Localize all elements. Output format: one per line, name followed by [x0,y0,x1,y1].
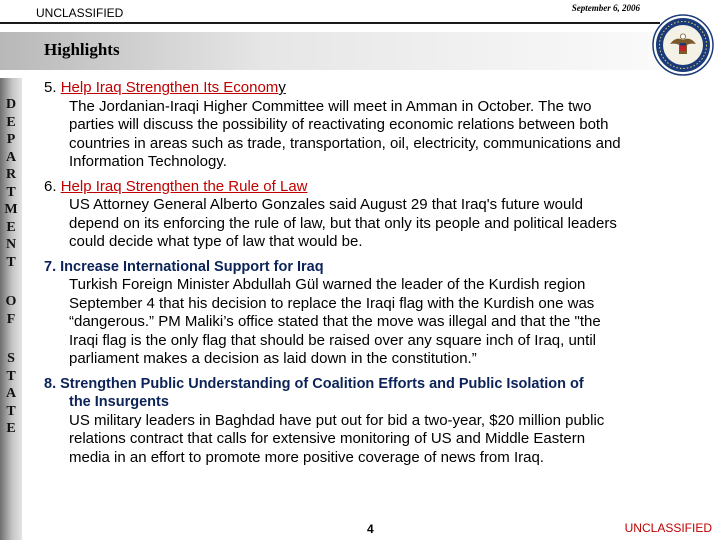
section-heading-text: Strengthen Public Understanding of Coalition Efforts and Public Isolation of [60,375,584,392]
body-line: Turkish Foreign Minister Abdullah Gül warned the leader of the Kurdish region [69,276,586,293]
sidebar-letter: E [6,421,16,436]
section-number: 5. [44,79,57,96]
classification-label-bottom: UNCLASSIFIED [624,521,712,535]
body-line: US military leaders in Baghdad have put out for bid a two-year, $20 million public [69,411,605,429]
department-seal-icon [652,14,714,76]
body-line: could decide what type of law that would be. [69,233,363,250]
body-line: depend on its enforcing the rule of law, but that only its people and political leaders [69,214,617,232]
section-number: 8. [44,375,57,392]
section-body [69,412,704,468]
section-public-understanding [44,375,704,468]
section-rule-of-law [44,178,704,252]
sidebar-letter: N [5,237,17,252]
section-heading-text: Increase International Support for Iraq [60,258,324,275]
section-heading [44,178,704,197]
sidebar-letter: O [5,294,17,309]
section-body [69,196,704,252]
body-line: Iraqi flag is the only flag that should be raised over any square inch of Iraq, until [69,331,596,349]
slide-title: Highlights [44,40,120,59]
sidebar-letter: T [6,254,16,270]
body-line: “dangerous.” PM Maliki’s office stated that the move was illegal and that the "the [69,313,601,330]
body-line: US Attorney General Alberto Gonzales said August 29 that Iraq's future would [69,196,583,213]
sidebar-letter: P [6,132,16,147]
section-body [69,98,704,172]
body-line: media in an effort to promote more positive coverage of news from Iraq. [69,448,544,466]
body-line: relations contract that calls for extensive monitoring of US and Middle Eastern [69,430,586,447]
section-economy [44,79,704,172]
sidebar-vertical-text [0,96,22,438]
top-divider [0,22,660,24]
slide-date: September 6, 2006 [571,3,640,13]
body-line: parties will discuss the possibility of reactivating economic relations between both [69,116,609,133]
body-line: countries in areas such as trade, transportation, oil, electricity, communications and [69,134,621,152]
sidebar-letter: M [4,202,18,217]
page-number: 4 [367,522,374,536]
body-line: September 4 that his decision to replace the Iraqi flag with the Kurdish one was [69,294,595,312]
section-heading-link-tail[interactable]: y [278,79,286,96]
sidebar-letter: A [5,149,17,165]
classification-label-top: UNCLASSIFIED [36,6,124,20]
sidebar-letter: A [5,386,17,401]
sidebar-letter: T [6,184,16,200]
highlights-content [44,79,704,473]
section-heading-link[interactable]: Help Iraq Strengthen Its Econom [60,79,279,96]
section-heading-link[interactable]: Help Iraq Strengthen the Rule of Law [60,177,308,195]
sidebar-letter: F [6,311,16,327]
body-line: parliament makes a decision as laid down in the constitution.” [69,350,477,367]
section-heading [44,79,704,98]
section-heading [44,375,704,394]
sidebar-letter: T [6,368,16,384]
sidebar-letter: E [6,219,16,235]
body-line: The Jordanian-Iraqi Higher Committee will meet in Amman in October. The two [69,97,592,115]
section-heading [44,258,704,277]
sidebar-letter: S [7,351,15,366]
section-body [69,276,704,369]
sidebar-letter: T [6,403,16,419]
section-heading-continued: the Insurgents [69,394,169,410]
section-number: 7. [44,258,57,275]
body-line: Information Technology. [69,153,227,170]
section-international-support [44,258,704,369]
sidebar-letter: E [6,114,16,130]
sidebar-letter: R [5,167,17,182]
section-number: 6. [44,177,57,195]
sidebar-letter: D [5,97,17,112]
